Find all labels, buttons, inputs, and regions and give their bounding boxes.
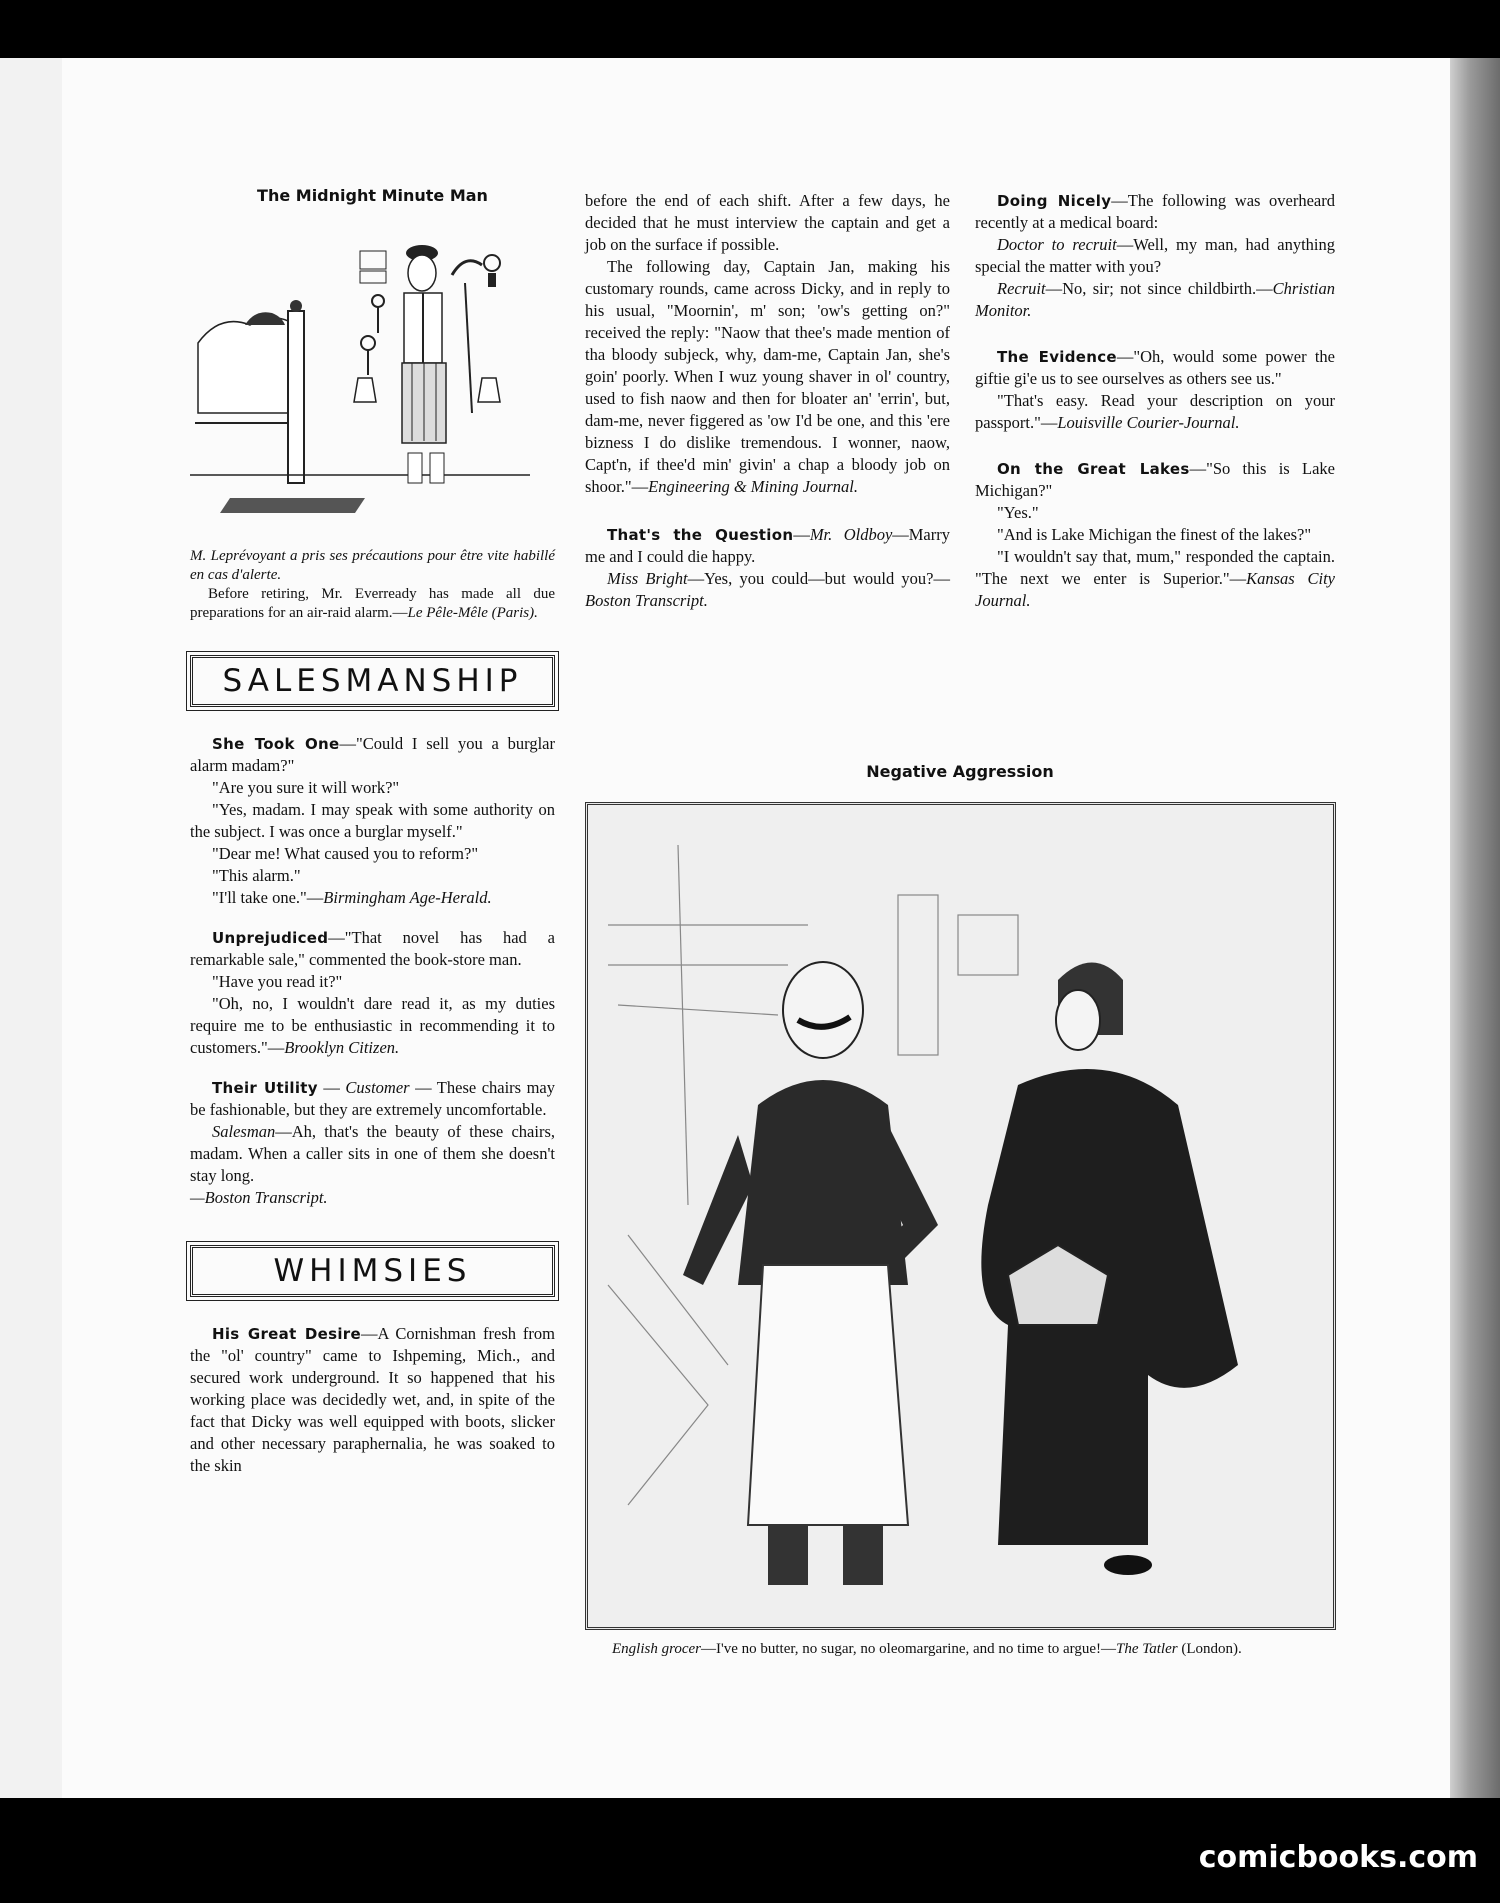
caption-speaker: English grocer bbox=[612, 1641, 702, 1657]
cartoon1-english-caption bbox=[190, 585, 555, 623]
item-text: —Yes, you could—but would you?— bbox=[687, 569, 951, 588]
item-heading: Doing Nicely bbox=[997, 192, 1112, 210]
caption-source-tail: (London). bbox=[1177, 1641, 1242, 1657]
item-heading: Their Utility bbox=[212, 1079, 318, 1097]
item-source: Christian Monitor. bbox=[975, 279, 1335, 320]
item-heading: On the Great Lakes bbox=[997, 460, 1190, 478]
item-text: "Oh, no, I wouldn't dare read it, as my duties require me to be enthusiastic in recommending it to customers."— bbox=[190, 994, 555, 1057]
item-the-evidence bbox=[975, 346, 1335, 434]
section-heading-salesmanship: SALESMANSHIP bbox=[190, 655, 555, 707]
cartoon-title-negative-aggression: Negative Aggression bbox=[866, 762, 1054, 781]
item-thats-the-question bbox=[585, 524, 950, 612]
item-doing-nicely bbox=[975, 190, 1335, 322]
midnight-minute-man-illustration bbox=[190, 213, 555, 543]
caption-source: The Tatler bbox=[1116, 1641, 1178, 1657]
cartoon-title-midnight-minute-man: The Midnight Minute Man bbox=[257, 186, 488, 205]
item-text: "I'll take one."— bbox=[212, 888, 324, 907]
item-heading: That's the Question bbox=[607, 526, 794, 544]
item-source: Kansas City Journal. bbox=[975, 569, 1335, 610]
left-column bbox=[190, 185, 555, 1477]
item-his-great-desire bbox=[190, 1323, 555, 1477]
page-binding-shadow bbox=[1450, 58, 1500, 1798]
item-text: The following day, Captain Jan, making his customary rounds, came across Dicky, and in reply to his usual, "Moornin', m' son; 'ow's getting on?" received the reply: "Naow that thee's made mention of tha bloody subjeck, why, dam-me, Captain Jan, she's goin' poorly. When I wuz young shaver in ol' country, used to fish naow and then for bloater an' 'errin', but, dam-me, never figgered as 'ow I'd be one, and this 'ere bizness I do dislike tremendous. I wonner, naow, Capt'n, if thee'd min' givin' a chap a bloody job on shoor."— bbox=[585, 257, 950, 496]
item-text: —A Cornishman fresh from the "ol' country" came to Ishpeming, Mich., and secured work underground. It so happened that his working place was decidedly wet, and, in spite of the fact that Dicky was well equipped with boots, slicker and other necessary paraphernalia, he was soaked to the skin bbox=[190, 1324, 556, 1475]
item-speaker: Mr. Oldboy bbox=[809, 525, 893, 544]
item-unprejudiced bbox=[190, 927, 555, 1059]
item-text: —Well, my man, had anything special the matter with you? bbox=[975, 235, 1335, 276]
item-heading: His Great Desire bbox=[212, 1325, 361, 1343]
grocer-and-customer-drawing bbox=[588, 805, 1333, 1627]
cartoon2-caption bbox=[612, 1640, 1332, 1658]
item-source: —Boston Transcript. bbox=[190, 1188, 328, 1207]
item-source: Brooklyn Citizen. bbox=[284, 1038, 400, 1057]
item-their-utility bbox=[190, 1077, 555, 1209]
watermark: comicbooks.com bbox=[1198, 1840, 1478, 1875]
item-source: Birmingham Age-Herald. bbox=[323, 888, 492, 907]
item-speaker: Salesman bbox=[212, 1122, 276, 1141]
previous-page-edge bbox=[0, 58, 62, 1798]
item-source: Boston Transcript. bbox=[585, 591, 708, 610]
item-text: —No, sir; not since childbirth.— bbox=[1045, 279, 1273, 298]
item-heading: Unprejudiced bbox=[212, 929, 329, 947]
item-text: —Marry me and I could die happy. bbox=[585, 525, 950, 566]
item-text: "And is Lake Michigan the finest of the lakes?" bbox=[997, 525, 1312, 544]
item-speaker: Miss Bright bbox=[607, 569, 688, 588]
item-text: — These chairs may be fashionable, but they are extremely uncomfortable. bbox=[190, 1078, 556, 1119]
middle-column bbox=[585, 190, 950, 612]
item-text: "Yes." bbox=[997, 503, 1039, 522]
caption-text: —I've no butter, no sugar, no oleomargarine, and no time to argue!— bbox=[701, 1641, 1117, 1657]
cartoon1-english-text: Before retiring, Mr. Everready has made all due preparations for an air-raid alarm.— bbox=[190, 586, 555, 621]
item-speaker: Customer bbox=[345, 1078, 410, 1097]
item-text: "I wouldn't say that, mum," responded the captain. "The next we enter is Superior."— bbox=[975, 547, 1335, 588]
negative-aggression-illustration bbox=[585, 802, 1336, 1630]
item-text: —"Oh, would some power the giftie gi'e us to see ourselves as others see us." bbox=[975, 347, 1335, 388]
item-text: —The following was overheard recently at a medical board: bbox=[975, 191, 1335, 232]
item-text: "Dear me! What caused you to reform?" bbox=[212, 844, 479, 863]
item-heading: The Evidence bbox=[997, 348, 1117, 366]
item-she-took-one bbox=[190, 733, 555, 909]
right-column bbox=[975, 190, 1335, 612]
cartoon1-french-caption: M. Leprévoyant a pris ses précautions pour être vite habillé en cas d'alerte. bbox=[190, 548, 555, 583]
item-text: "That's easy. Read your description on your passport."— bbox=[975, 391, 1335, 432]
item-text: —"Could I sell you a burglar alarm madam?" bbox=[190, 734, 555, 775]
item-source: Louisville Courier-Journal. bbox=[1057, 413, 1240, 432]
item-speaker: Doctor to recruit bbox=[997, 235, 1117, 254]
item-heading: She Took One bbox=[212, 735, 340, 753]
item-speaker: Recruit bbox=[997, 279, 1046, 298]
item-text: —Ah, that's the beauty of these chairs, madam. When a caller sits in one of them she doesn't stay long. bbox=[190, 1122, 555, 1185]
item-text: —"So this is Lake Michigan?" bbox=[975, 459, 1335, 500]
item-text: —"That novel has had a remarkable sale," commented the book-store man. bbox=[190, 928, 555, 969]
item-text: "Yes, madam. I may speak with some authority on the subject. I was once a burglar myself." bbox=[190, 800, 555, 841]
item-text-continued: before the end of each shift. After a few days, he decided that he must interview the captain and get a job on the surface if possible. bbox=[585, 191, 950, 254]
section-heading-whimsies: WHIMSIES bbox=[190, 1245, 555, 1297]
item-text: — bbox=[793, 525, 810, 544]
item-text: "Have you read it?" bbox=[212, 972, 343, 991]
item-text: — bbox=[317, 1078, 346, 1097]
item-source: Engineering & Mining Journal. bbox=[648, 477, 859, 496]
cartoon1-source: Le Pêle-Mêle (Paris). bbox=[407, 605, 538, 621]
item-text: "Are you sure it will work?" bbox=[212, 778, 400, 797]
item-on-the-great-lakes bbox=[975, 458, 1335, 612]
item-text: "This alarm." bbox=[212, 866, 301, 885]
